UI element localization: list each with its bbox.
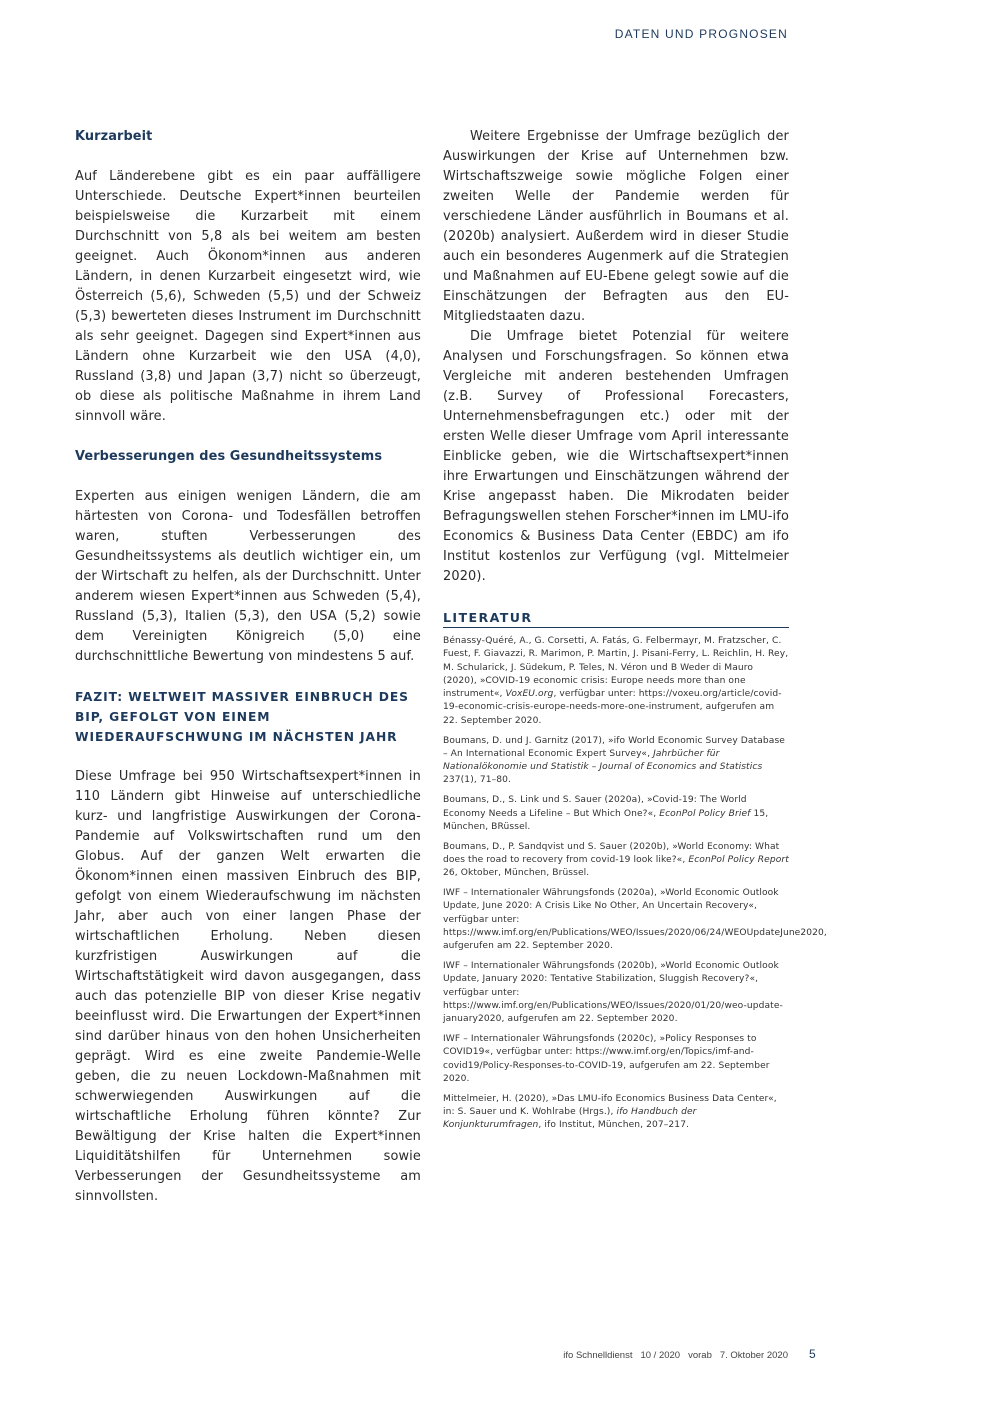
left-column [75,127,421,1207]
reference-item: Boumans, D., P. Sandqvist und S. Sauer (2020b), »World Economy: What does the road to recovery from covid-19 look like?«, EconPol Policy Report 26, Oktober, München, Brüssel. [443,841,789,879]
section-heading-fazit: FAZIT: WELTWEIT MASSIVER EINBRUCH DES BIP, GEFOLGT VON EINEM WIEDERAUFSCHWUNG IM NÄCHSTEN JAHR [75,690,409,744]
reference-item: Bénassy-Quéré, A., G. Corsetti, A. Fatás, G. Felbermayr, M. Fratzscher, C. Fuest, F. Giavazzi, R. Marimon, P. Martin, J. Pisani-Ferry, L. Reichlin, H. Rey, M. Schularick, J. Südekum, P. Teles, N. Véron und B Weder di Mauro (2020), »COVID-19 economic crisis: Europe needs more than one instrument«, VoxEU.org, verfügbar unter: https://voxeu.org/article/covid-19-economic-crisis-europe-needs-more-one-instrument, aufgerufen am 22. September 2020. [443,636,789,726]
reference-item: Mittelmeier, H. (2020), »Das LMU-ifo Economics Business Data Center«, in: S. Sauer und K. Wohlrabe (Hrgs.), ifo Handbuch der Konjunkturumfragen, ifo Institut, München, 207–217. [443,1093,777,1131]
page-number: 5 [809,1347,816,1361]
page-footer [555,1350,788,1361]
reference-item: Boumans, D. und J. Garnitz (2017), »ifo World Economic Survey Database – An International Economic Expert Survey«, Jahrbücher für Nationalökonomie und Statistik – Journal of Economics and Statistics 237(1), 71–80. [443,735,785,786]
right-column [443,127,827,1139]
reference-item: IWF – Internationaler Währungsfonds (2020b), »World Economic Outlook Update, January 2020: Tentative Stabilization, Sluggish Recovery?«, verfügbar unter: https://www.imf.org/en/Publications/WEO/Issues/2020/01/20/weo-update-january2020, aufgerufen am 22. September 2020. [443,961,783,1025]
section-heading-kurzarbeit: Kurzarbeit [75,129,153,144]
paragraph-kurzarbeit: Auf Länderebene gibt es ein paar auffälligere Unterschiede. Deutsche Expert*innen beurteilen beispielsweise die Kurzarbeit mit einem Durchschnitt von 5,8 als bei weitem am besten geeignet. Auch Ökonom*innen aus anderen Ländern, in denen Kurzarbeit eingesetzt wird, wie Österreich (5,6), Schweden (5,5) und der Schweiz (5,3) bewerteten dieses Instrument im Durchschnitt als sehr geeignet. Dagegen sind Expert*innen aus Ländern ohne Kurzarbeit wie den USA (4,0), Russland (3,8) und Japan (3,7) nicht so überzeugt, ob diese als politische Maßnahme in ihrem Land sinnvoll wäre. [75,169,421,424]
footer-publication: ifo Schnelldienst [563,1350,633,1361]
reference-item: IWF – Internationaler Währungsfonds (2020a), »World Economic Outlook Update, June 2020: A Crisis Like No Other, An Uncertain Recovery«, verfügbar unter: https://www.imf.org/en/Publications/WEO/Issues/2020/06/24/WEOUpdateJune2020, aufgerufen am 22. September 2020. [443,888,827,952]
reference-list [443,635,827,1133]
footer-issue: 10 / 2020 [640,1350,681,1361]
footer-date: 7. Oktober 2020 [719,1350,788,1361]
paragraph-fazit: Diese Umfrage bei 950 Wirtschaftsexpert*innen in 110 Ländern gibt Hinweise auf unterschiedliche kurz- und langfristige Auswirkungen der Corona-Pandemie auf Volkswirtschaften rund um den Globus. Auf der ganzen Welt erwarten die Ökonom*innen einen massiven Einbruch des BIP, gefolgt von einem Wiederaufschwung im nächsten Jahr, aber auch von einer langen Phase der wirtschaftlichen Erholung. Neben diesen kurzfristigen Auswirkungen auf die Wirtschaftstätigkeit wird davon ausgegangen, dass auch das potenzielle BIP von dieser Krise negativ beeinflusst wird. Die Erwartungen der Expert*innen sind darüber hinaus von den hohen Unsicherheiten geprägt. Wird es eine zweite Pandemie-Welle geben, die zu neuen Lockdown-Maßnahmen mit schwerwiegenden Auswirkungen auf die wirtschaftliche Erholung führen könnte? Zur Bewältigung der Krise halten die Expert*innen Liquiditätshilfen für Unternehmen sowie Verbesserungen der Gesundheitssysteme am sinnvollsten. [75,769,421,1204]
reference-item: Boumans, D., S. Link und S. Sauer (2020a), »Covid-19: The World Economy Needs a Lifeline – But Which One?«, EconPol Policy Brief 15, München, BRüssel. [443,795,769,832]
literatur-heading: LITERATUR [443,609,789,628]
paragraph-potenzial: Die Umfrage bietet Potenzial für weitere Analysen und Forschungsfragen. So können etwa Vergleiche mit anderen bestehenden Umfragen (z.B. Survey of Professional Forecasters, Unternehmensbefragungen etc.) oder mit der ersten Welle dieser Umfrage vom April interessante Einblicke geben, wie die Wirtschaftsexpert*innen ihre Erwartungen und Einschätzungen während der Krise angepasst haben. Die Mikrodaten beider Befragungswellen stehen Forscher*innen im LMU-ifo Economics & Business Data Center (EBDC) am ifo Institut kostenlos zur Verfügung (vgl. Mittelmeier 2020). [443,329,789,584]
reference-item: IWF – Internationaler Währungsfonds (2020c), »Policy Responses to COVID19«, verfügbar unter: https://www.imf.org/en/Topics/imf-and-covid19/Policy-Responses-to-COVID-19, aufgerufen am 22. September 2020. [443,1034,770,1084]
paragraph-gesundheitssystem: Experten aus einigen wenigen Ländern, die am härtesten von Corona- und Todesfällen betroffen waren, stuften Verbesserungen des Gesundheitssystems als deutlich wichtiger ein, um der Wirtschaft zu helfen, als der Durchschnitt. Unter anderem wiesen Expert*innen aus Schweden (5,4), Russland (5,3), Italien (5,3), den USA (5,2) sowie dem Vereinigten Königreich (5,0) eine durchschnittliche Bewertung von mindestens 5 auf. [75,489,421,664]
running-header: DATEN UND PROGNOSEN [614,27,788,41]
section-heading-gesundheitssystem: Verbesserungen des Gesundheitssystems [75,449,383,464]
footer-status: vorab [688,1350,712,1361]
paragraph-weitere-ergebnisse: Weitere Ergebnisse der Umfrage bezüglich der Auswirkungen der Krise auf Unternehmen bzw. Wirtschaftszweige sowie mögliche Folgen einer zweiten Welle der Pandemie werden für verschiedene Länder ausführlich in Boumans et al. (2020b) analysiert. Außerdem wird in dieser Studie auch ein besonderes Augenmerk auf die Strategien und Maßnahmen auf EU-Ebene gelegt sowie auf die Einschätzungen der Befragten aus den EU-Mitgliedstaaten dazu. [443,129,789,324]
